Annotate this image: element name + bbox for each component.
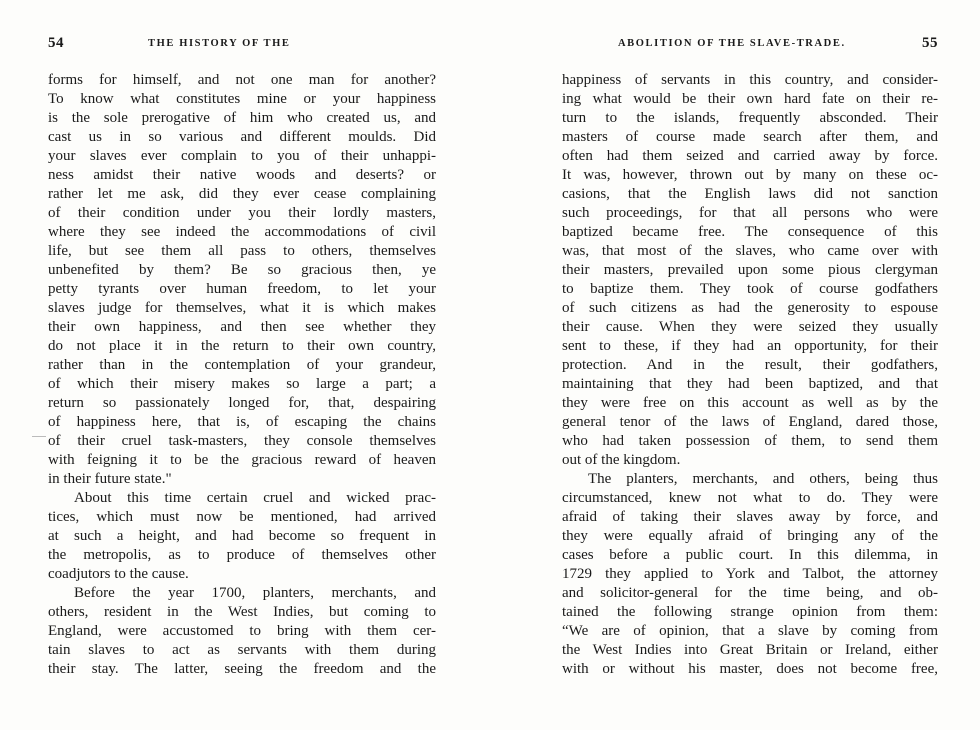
text-line: the West Indies into Great Britain or Ireland, either	[562, 642, 938, 658]
text-line: at such a height, and had become so frequent in	[48, 528, 436, 544]
text-line: the metropolis, as to produce of themselves other	[48, 547, 436, 563]
text-line: 1729 they applied to York and Talbot, the attorney	[562, 566, 938, 582]
right-page-header	[562, 35, 938, 56]
left-page-number: 54	[48, 35, 64, 51]
text-line: baptized became free. The consequence of this	[562, 224, 938, 240]
text-line: ness amidst their native woods and deserts? or	[48, 167, 436, 183]
text-line: out of the kingdom.	[562, 452, 681, 468]
text-line: who had taken possession of them, to send them	[562, 433, 938, 449]
text-line: unbenefited by them? Be so gracious then, ye	[48, 262, 436, 278]
text-line: of their condition under you their lordly masters,	[48, 205, 436, 221]
text-line: was, that most of the slaves, who came over with	[562, 243, 938, 259]
paragraph-start-line: Before the year 1700, planters, merchants, and	[74, 585, 436, 601]
text-line: others, resident in the West Indies, but coming to	[48, 604, 436, 620]
text-line: often had them seized and carried away by force.	[562, 148, 938, 164]
text-line: cast us in so various and different moulds. Did	[48, 129, 436, 145]
text-line: maintaining that they had been baptized, and that	[562, 376, 938, 392]
text-line: ing what would be their own hard fate on their re-	[562, 91, 938, 107]
text-line: It was, however, thrown out by many on these oc-	[562, 167, 938, 183]
text-line: sent to these, if they had an opportunity, for their	[562, 338, 938, 354]
text-line: return so passionately longed for, that, despairing	[48, 395, 436, 411]
text-line: is the sole prerogative of him who created us, and	[48, 110, 436, 126]
text-line: To know what constitutes mine or your happiness	[48, 91, 436, 107]
text-line: England, were accustomed to bring with them cer-	[48, 623, 436, 639]
text-line: they were equally afraid of bringing any of the	[562, 528, 938, 544]
text-line: in their future state."	[48, 471, 172, 487]
right-page-body	[562, 71, 938, 679]
text-line: with or without his master, does not become free,	[562, 661, 938, 677]
text-line: they were free on this account as well as by the	[562, 395, 938, 411]
text-line: tain slaves to act as servants with them during	[48, 642, 436, 658]
left-running-head: THE HISTORY OF THE	[148, 38, 291, 49]
left-page-header	[48, 35, 436, 56]
text-line: of such citizens as had the generosity to espouse	[562, 300, 938, 316]
text-line: of happiness here, that is, of escaping the chains	[48, 414, 436, 430]
text-line: of which their misery makes so large a part; a	[48, 376, 436, 392]
text-line: masters of course made search after them, and	[562, 129, 938, 145]
text-line: their masters, prevailed upon some pious clergyman	[562, 262, 938, 278]
text-line: protection. And in the result, their godfathers,	[562, 357, 938, 373]
text-line: forms for himself, and not one man for another?	[48, 72, 436, 88]
text-line: of their cruel task-masters, they console themselves	[48, 433, 436, 449]
text-line: your slaves ever complain to you of their unhappi-	[48, 148, 436, 164]
text-line: rather than in the contemplation of your grandeur,	[48, 357, 436, 373]
text-line: circumstanced, knew not what to do. They were	[562, 490, 938, 506]
text-line: tices, which must now be mentioned, had arrived	[48, 509, 436, 525]
text-line: to baptize them. They took of course godfathers	[562, 281, 938, 297]
margin-mark	[32, 436, 46, 437]
text-line: happiness of servants in this country, and consider-	[562, 72, 938, 88]
text-line: general tenor of the laws of England, dared those,	[562, 414, 938, 430]
text-line: afraid of taking their slaves away by force, and	[562, 509, 938, 525]
text-line: their cause. When they were seized they usually	[562, 319, 938, 335]
text-line: rather let me ask, did they ever cease complaining	[48, 186, 436, 202]
text-line: with feigning it to be the gracious reward of heaven	[48, 452, 436, 468]
left-page	[48, 35, 436, 679]
text-line: their own happiness, and then see whether they	[48, 319, 436, 335]
right-page-number: 55	[922, 35, 938, 51]
text-line: cases before a public court. In this dilemma, in	[562, 547, 938, 563]
text-line: their stay. The latter, seeing the freedom and the	[48, 661, 436, 677]
right-running-head: ABOLITION OF THE SLAVE-TRADE.	[618, 38, 846, 49]
text-line: coadjutors to the cause.	[48, 566, 189, 582]
text-line: do not place it in the return to their own country,	[48, 338, 436, 354]
paragraph-start-line: About this time certain cruel and wicked prac-	[74, 490, 436, 506]
text-line: where they see indeed the accommodations of civil	[48, 224, 436, 240]
text-line: petty tyrants over human freedom, to let your	[48, 281, 436, 297]
text-line: life, but see them all pass to others, themselves	[48, 243, 436, 259]
text-line: tained the following strange opinion from them:	[562, 604, 938, 620]
text-line: such proceedings, for that all persons who were	[562, 205, 938, 221]
text-line: turn to the islands, frequently absconded. Their	[562, 110, 938, 126]
paragraph-start-line: The planters, merchants, and others, being thus	[588, 471, 938, 487]
text-line: “We are of opinion, that a slave by coming from	[562, 623, 938, 639]
text-line: slaves judge for themselves, what it is which makes	[48, 300, 436, 316]
text-line: and solicitor-general for the time being, and ob-	[562, 585, 938, 601]
right-page	[562, 35, 938, 679]
text-line: casions, that the English laws did not sanction	[562, 186, 938, 202]
left-page-body	[48, 71, 436, 679]
